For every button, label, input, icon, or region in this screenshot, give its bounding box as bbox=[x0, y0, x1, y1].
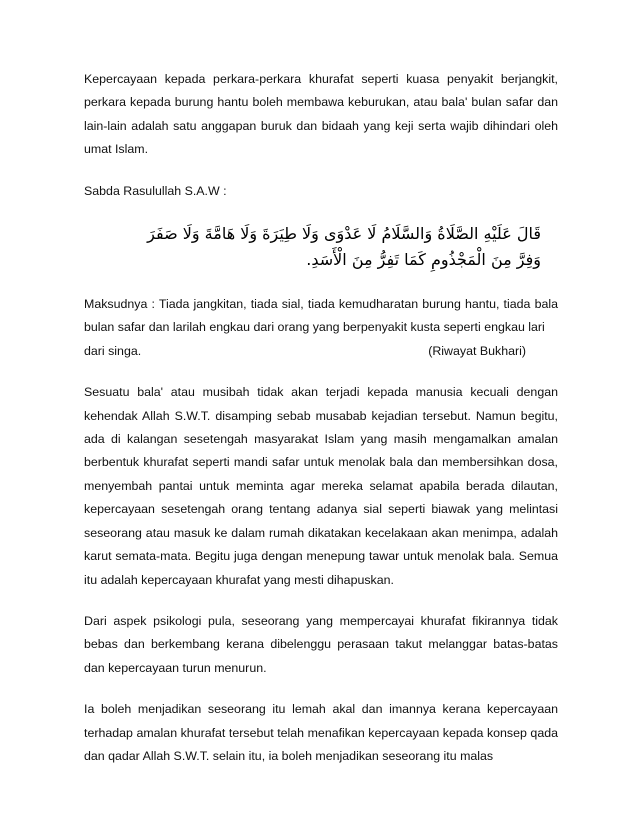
maksudnya-last-line bbox=[84, 340, 558, 363]
paragraph-lemah-akal: Ia boleh menjadikan seseorang itu lemah akal dan imannya kerana kepercayaan terhadap amalan khurafat tersebut telah menafikan kepercayaan kepada konsep qada dan qadar Allah S.W.T. selain itu, ia boleh menjadikan seseorang itu malas bbox=[84, 702, 558, 763]
paragraph-bala-musibah: Sesuatu bala' atau musibah tidak akan terjadi kepada manusia kecuali dengan kehendak Allah S.W.T. disamping sebab musabab kejadian tersebut. Namun begitu, ada di kalangan sesetengah masyarakat Islam yang masih mengamalkan amalan berbentuk khurafat seperti mandi safar untuk menolak bala dan membersihkan dosa, menyembah pantai untuk meminta agar mereka selamat apabila berada dilautan, kepercayaan sesetengah orang tentang adanya sial seperti biawak yang melintasi seseorang atau masuk ke dalam rumah dikatakan kecelakaan akan menimpa, adalah karut semata-mata. Begitu juga dengan menepung tawar untuk menolak bala. Semua itu adalah kepercayaan khurafat yang mesti dihapuskan. bbox=[84, 385, 558, 587]
paragraph-sabda: Sabda Rasulullah S.A.W : bbox=[84, 183, 227, 198]
paragraph-khurafat-intro: Kepercayaan kepada perkara-perkara khurafat seperti kuasa penyakit berjangkit, perkara kepada burung hantu boleh membawa keburukan, atau bala' bulan safar dan lain-lain adalah satu anggapan buruk dan bidaah yang keji serta wajib dihindari oleh umat Islam. bbox=[84, 72, 558, 157]
maksudnya-main-text: Maksudnya : Tiada jangkitan, tiada sial, tiada kemudharatan burung hantu, tiada bala bulan safar dan larilah engkau dari orang yang berpenyakit kusta seperti engkau lari bbox=[84, 297, 558, 335]
maksudnya-end-text: dari singa. bbox=[84, 343, 142, 358]
paragraph-maksudnya bbox=[84, 293, 558, 363]
document-page bbox=[84, 68, 558, 786]
hadith-source: (Riwayat Bukhari) bbox=[428, 343, 526, 358]
paragraph-psikologi: Dari aspek psikologi pula, seseorang yang mempercayai khurafat fikirannya tidak bebas dan berkembang kerana dibelenggu perasaan takut melanggar batas-batas dan kepercayaan turun menurun. bbox=[84, 613, 558, 675]
arabic-hadith-text bbox=[136, 221, 541, 273]
arabic-line-2: وَفِرَّ مِنَ الْمَجْذُومِ كَمَا تَفِرُّ مِنَ الْأَسَدِ. bbox=[306, 250, 541, 270]
arabic-line-1: قَالَ عَلَيْهِ الصَّلَاةُ وَالسَّلَامُ لَا عَدْوَى وَلَا طِيَرَةَ وَلَا هَامَّةَ وَلَا صَفَرَ bbox=[147, 224, 541, 244]
